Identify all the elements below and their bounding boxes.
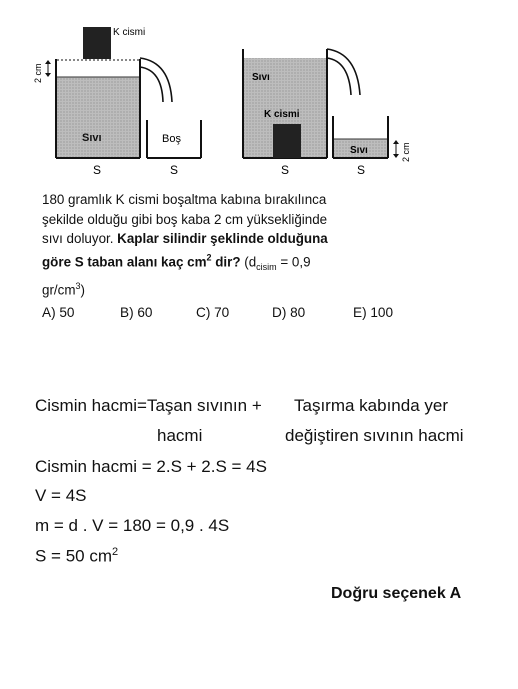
- right-height-arrow: [393, 140, 399, 158]
- answer-text: Doğru seçenek A: [331, 585, 462, 602]
- left-k-object: [83, 27, 111, 59]
- right-spout: [327, 49, 360, 95]
- question-line-1: 180 gramlık K cismi boşaltma kabına bırakılınca: [42, 192, 327, 207]
- option-c[interactable]: C) 70: [196, 305, 230, 320]
- left-object-label: K cismi: [113, 27, 146, 38]
- solution-line-2-left: hacmi: [157, 426, 203, 445]
- base-label-2: S: [170, 163, 179, 177]
- solution-line-2-right: değiştiren sıvının hacmi: [285, 426, 464, 445]
- left-liquid-label: Sıvı: [82, 132, 102, 144]
- solution-line-1-right: Taşırma kabında yer: [294, 396, 449, 415]
- left-spout: [140, 58, 172, 102]
- solution-line-3: Cismin hacmi = 2.S + 2.S = 4S: [35, 457, 267, 476]
- option-b[interactable]: B) 60: [120, 305, 153, 320]
- option-e[interactable]: E) 100: [353, 305, 394, 320]
- solution-line-6: S = 50 $cm^2$: [35, 546, 119, 566]
- right-small-liquid-label: Sıvı: [350, 145, 368, 156]
- solution-line-1-left: Cismin hacmi=Taşan sıvının +: [35, 396, 262, 415]
- right-top-liquid-label: Sıvı: [252, 72, 270, 83]
- option-a[interactable]: A) 50: [42, 305, 75, 320]
- physics-figure: [0, 0, 518, 185]
- question-line-4: göre S taban alanı kaç $cm^2$ dir? ($d_{cisim} = 0,9$: [42, 252, 311, 272]
- question-line-2: şekilde olduğu gibi boş kaba 2 cm yüksekliğinde: [42, 211, 328, 227]
- right-object-label: K cismi: [264, 109, 300, 120]
- solution-line-4: V = 4S: [35, 486, 87, 505]
- left-gap-arrow: [45, 60, 51, 77]
- left-gap-label: 2 cm: [33, 63, 43, 83]
- question-line-3: sıvı doluyor. Kaplar silindir şeklinde olduğuna: [42, 231, 328, 246]
- empty-container-label: Boş: [162, 133, 181, 145]
- right-k-object: [273, 124, 301, 158]
- base-label-1: S: [93, 163, 102, 177]
- left-liquid: [57, 77, 139, 158]
- question-text: [42, 190, 482, 300]
- base-label-3: S: [281, 163, 290, 177]
- right-height-label: 2 cm: [401, 142, 411, 162]
- option-d[interactable]: D) 80: [272, 305, 306, 320]
- solution-line-5: m = d . V = 180 = 0,9 . 4S: [35, 516, 230, 535]
- base-label-4: S: [357, 163, 366, 177]
- question-line-5: $gr/cm^3$): [42, 281, 85, 298]
